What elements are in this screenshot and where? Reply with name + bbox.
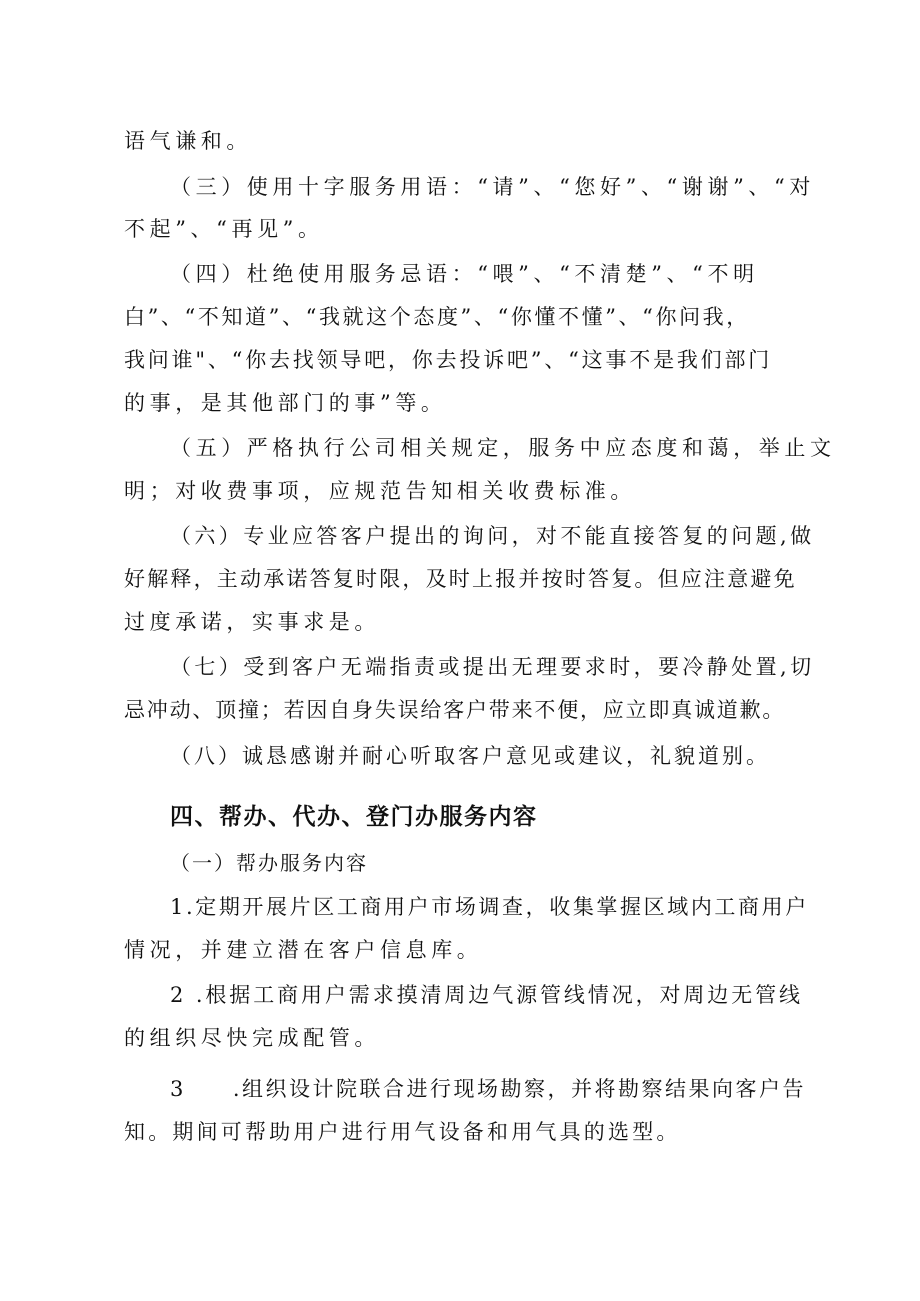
list-item-line: 2 .根据工商用户需求摸清周边气源管线情况，对周边无管线: [170, 983, 803, 1007]
paragraph-line: 不起”、“再见”。: [124, 217, 324, 241]
paragraph-line: 忌冲动、顶撞；若因自身失误给客户带来不便，应立即真诚道歉。: [124, 698, 786, 722]
paragraph-line: （七）受到客户无端指责或提出无理要求时，要冷静处置,切: [170, 655, 815, 679]
subsection-heading: （一）帮办服务内容: [170, 851, 368, 875]
list-item-line: 1.定期开展片区工商用户市场调查，收集掌握区域内工商用户: [170, 895, 809, 919]
list-item-line: 知。期间可帮助用户进行用气设备和用气具的选型。: [124, 1120, 681, 1144]
paragraph-line: （三）使用十字服务用语：“请”、“您好”、“谢谢”、“对: [170, 175, 815, 199]
paragraph-line: 语气谦和。: [124, 129, 252, 153]
paragraph-line: 白”、“不知道”、“我就这个态度”、“你懂不懂”、“你问我，: [124, 305, 750, 329]
section-heading: 四、帮办、代办、登门办服务内容: [170, 804, 538, 830]
paragraph-line: （五）严格执行公司相关规定，服务中应态度和蔼，举止文: [170, 436, 836, 460]
paragraph-line: 我问谁"、“你去找领导吧，你去投诉吧”、“这事不是我们部门: [124, 348, 773, 372]
paragraph-line: 明；对收费事项，应规范告知相关收费标准。: [124, 479, 636, 503]
paragraph-line: 好解释，主动承诺答复时限，及时上报并按时答复。但应注意避免: [124, 567, 797, 591]
paragraph-line: （六）专业应答客户提出的询问，对不能直接答复的问题,做: [170, 524, 815, 548]
list-item-line: 情况，并建立潜在客户信息库。: [124, 938, 483, 962]
list-item-line: 3 .组织设计院联合进行现场勘察，并将勘察结果向客户告: [170, 1077, 807, 1101]
paragraph-line: 的事，是其他部门的事”等。: [124, 391, 447, 415]
list-item-line: 的组织尽快完成配管。: [124, 1026, 380, 1050]
paragraph-line: （四）杜绝使用服务忌语：“喂”、“不清楚”、“不明: [170, 262, 759, 286]
paragraph-line: （八）诚恳感谢并耐心听取客户意见或建议，礼貌道别。: [170, 744, 770, 768]
paragraph-line: 过度承诺，实事求是。: [124, 610, 380, 634]
